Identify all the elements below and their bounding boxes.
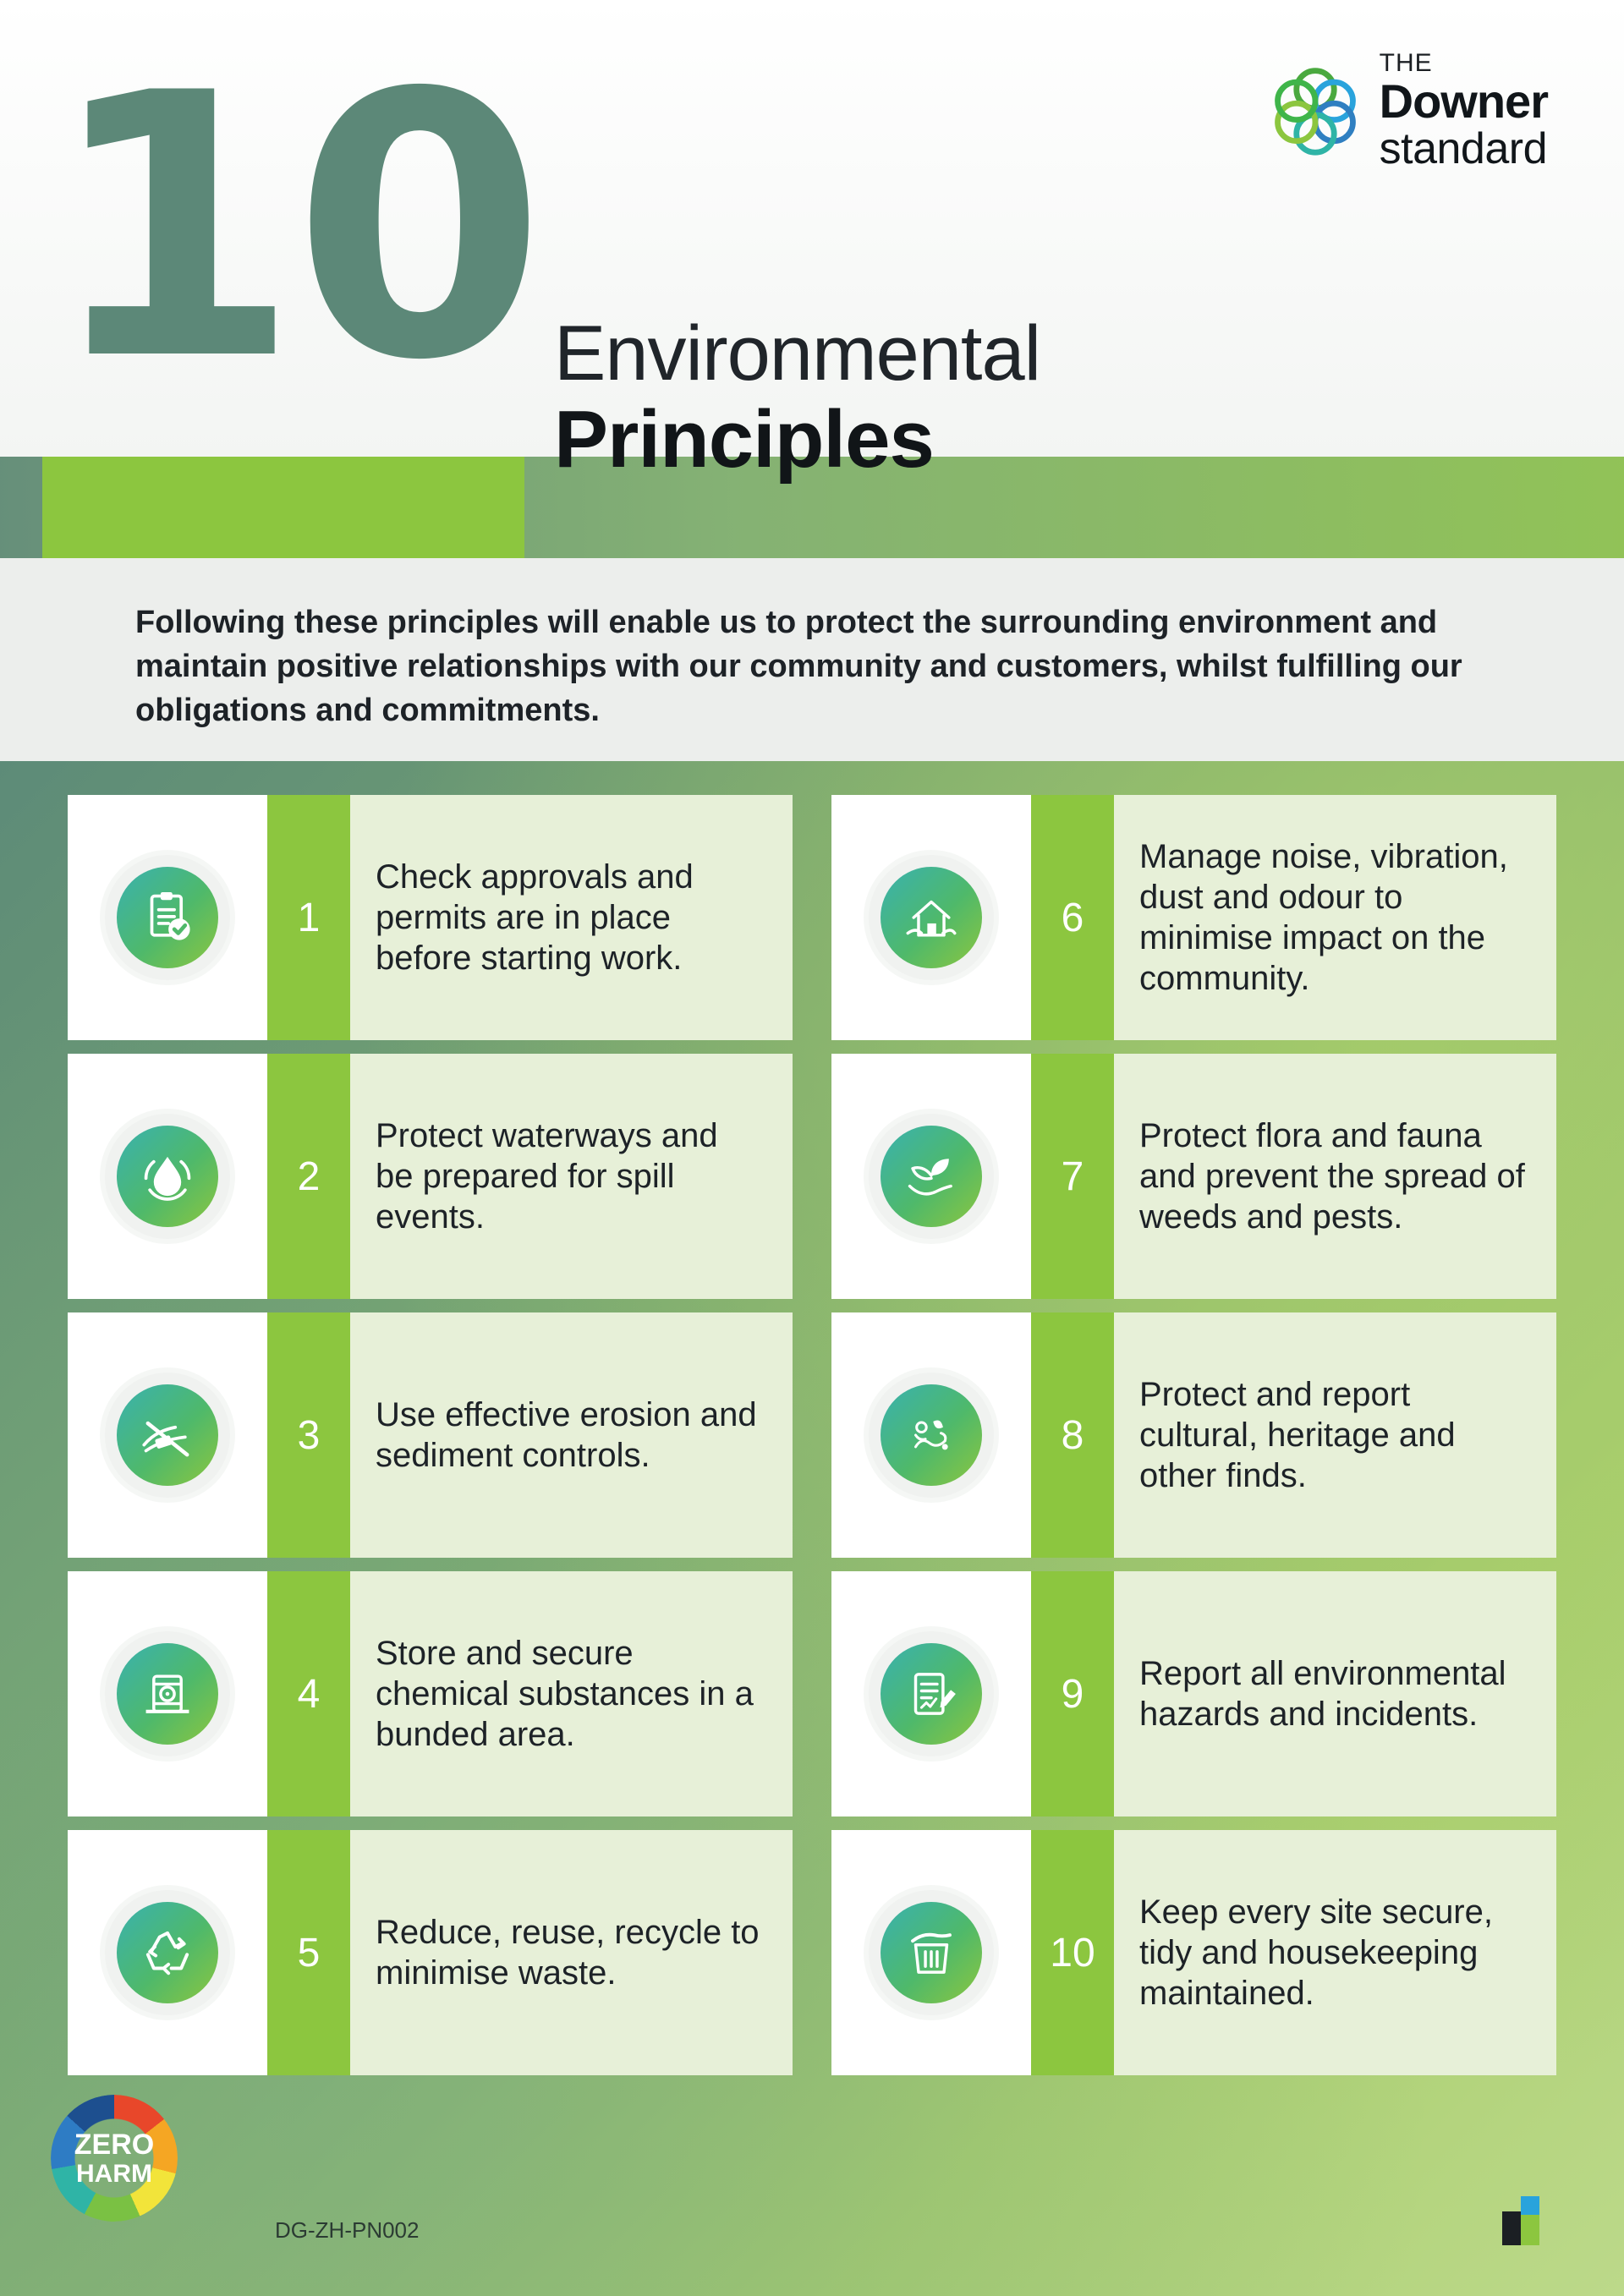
principle-icon-cell: [831, 1571, 1031, 1817]
document-code: DG-ZH-PN002: [275, 2217, 420, 2243]
principle-text: Protect and report cultural, heritage and other finds.: [1139, 1376, 1456, 1494]
principle-text: Reduce, reuse, recycle to minimise waste.: [376, 1914, 760, 1992]
principle-text-cell: [350, 1830, 793, 2075]
principle-text-cell: [1114, 1312, 1556, 1558]
principle-row: [831, 1571, 1556, 1817]
zero-harm-line-1: ZERO: [74, 2128, 155, 2161]
principle-number: 8: [1031, 1312, 1114, 1558]
downer-flower-logo-icon: [1266, 62, 1364, 160]
principle-number: 9: [1031, 1571, 1114, 1817]
logo-the: THE: [1379, 49, 1433, 77]
heritage-artefacts-icon: [869, 1373, 994, 1498]
principle-number: 4: [267, 1571, 350, 1817]
waste-bin-icon: [869, 1890, 994, 2015]
erosion-control-icon: [105, 1373, 230, 1498]
report-document-icon: [869, 1631, 994, 1756]
intro-band: [0, 558, 1624, 761]
principle-icon-cell: [68, 1571, 267, 1817]
principle-text-cell: [350, 795, 793, 1040]
principle-row: [68, 1830, 793, 2075]
principles-grid: [68, 795, 1556, 2075]
principle-text: Keep every site secure, tidy and housekeeping maintained.: [1139, 1893, 1493, 2012]
principle-text: Report all environmental hazards and incidents.: [1139, 1655, 1506, 1733]
principle-row: [831, 1312, 1556, 1558]
principle-icon-cell: [831, 795, 1031, 1040]
principle-text: Use effective erosion and sediment controls.: [376, 1396, 757, 1474]
principle-icon-cell: [831, 1830, 1031, 2075]
principle-text: Check approvals and permits are in place before starting work.: [376, 858, 694, 977]
downer-standard-logo: [1266, 51, 1548, 171]
principle-text-cell: [1114, 1054, 1556, 1299]
principle-icon-cell: [68, 1830, 267, 2075]
principle-number: 7: [1031, 1054, 1114, 1299]
downer-footer-logo: [1494, 2196, 1539, 2245]
principle-text: Protect flora and fauna and prevent the spread of weeds and pests.: [1139, 1117, 1525, 1236]
zero-harm-ring-icon: [51, 2095, 178, 2222]
principle-row: [831, 1830, 1556, 2075]
principle-number: 10: [1031, 1830, 1114, 2075]
principle-icon-cell: [68, 1312, 267, 1558]
principles-column-left: [68, 795, 793, 2075]
principle-row: [68, 1571, 793, 1817]
zero-harm-line-2: HARM: [76, 2159, 152, 2188]
principle-icon-cell: [831, 1054, 1031, 1299]
principle-text: Store and secure chemical substances in a bunded area.: [376, 1635, 754, 1753]
principle-text-cell: [1114, 1571, 1556, 1817]
downer-standard-wordmark: [1380, 51, 1548, 171]
title-line-1: Environmental: [554, 310, 1041, 397]
principle-text-cell: [350, 1054, 793, 1299]
principle-icon-cell: [68, 1054, 267, 1299]
chemical-drum-icon: [105, 1631, 230, 1756]
principle-row: [831, 1054, 1556, 1299]
logo-downer: Downer: [1379, 74, 1548, 128]
hand-plant-icon: [869, 1114, 994, 1239]
big-number: 10: [47, 17, 540, 440]
page-title: [554, 310, 1041, 485]
title-line-2: Principles: [554, 394, 934, 485]
principle-number: 6: [1031, 795, 1114, 1040]
house-community-icon: [869, 855, 994, 980]
principles-column-right: [831, 795, 1556, 2075]
principle-number: 5: [267, 1830, 350, 2075]
principles-panel: [0, 761, 1624, 2296]
water-droplet-icon: [105, 1114, 230, 1239]
principle-row: [831, 795, 1556, 1040]
principle-number: 1: [267, 795, 350, 1040]
principle-icon-cell: [831, 1312, 1031, 1558]
intro-text: Following these principles will enable us to protect the surrounding environment and maintain positive relationships with our community and customers, whilst fulfilling our obligations and commitments.: [135, 605, 1462, 728]
clipboard-check-icon: [105, 855, 230, 980]
logo-standard: standard: [1379, 124, 1548, 173]
downer-square-mark-icon: [1502, 2196, 1539, 2245]
principle-text-cell: [350, 1571, 793, 1817]
principle-text-cell: [350, 1312, 793, 1558]
principle-text: Protect waterways and be prepared for spill events.: [376, 1117, 718, 1236]
principle-text-cell: [1114, 1830, 1556, 2075]
principle-text-cell: [1114, 795, 1556, 1040]
principle-row: [68, 795, 793, 1040]
principle-number: 3: [267, 1312, 350, 1558]
recycle-icon: [105, 1890, 230, 2015]
principle-row: [68, 1054, 793, 1299]
principle-row: [68, 1312, 793, 1558]
principle-text: Manage noise, vibration, dust and odour to minimise impact on the community.: [1139, 838, 1508, 997]
principle-icon-cell: [68, 795, 267, 1040]
principle-number: 2: [267, 1054, 350, 1299]
header-band-accent: [42, 457, 524, 558]
